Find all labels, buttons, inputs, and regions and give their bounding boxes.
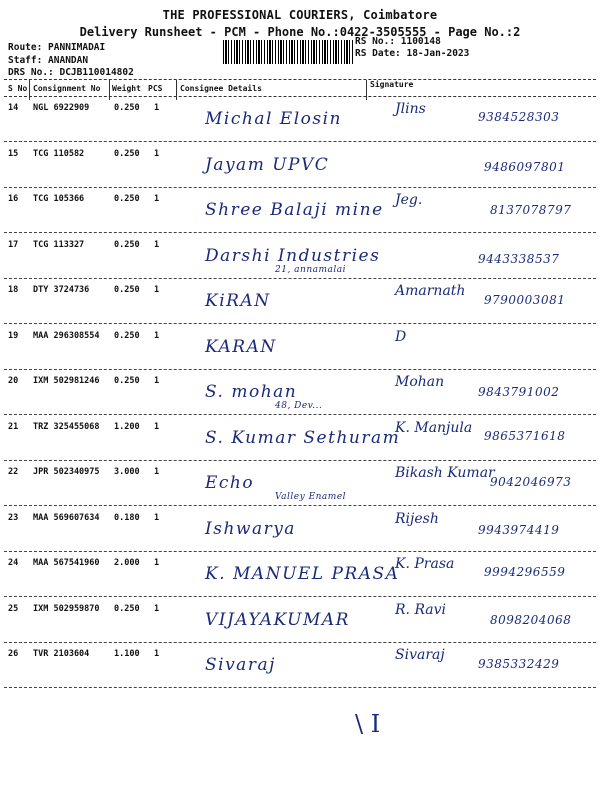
consignment-number: IXM 502959870 [33, 603, 100, 614]
recipient-signature: Sivaraj [395, 647, 445, 663]
recipient-signature: Jlins [395, 101, 426, 117]
col-header-signature: Signature [370, 80, 414, 89]
consignment-number: MAA 569607634 [33, 512, 100, 523]
col-header-sno: S No [8, 84, 28, 93]
recipient-phone: 8137078797 [490, 203, 572, 217]
consignment-number: IXM 502981246 [33, 376, 100, 386]
consignee-handwritten-note: 48, Dev... [275, 401, 323, 411]
table-row [0, 598, 600, 643]
recipient-phone: 9486097801 [484, 159, 566, 174]
recipient-signature: Bikash Kumar [395, 465, 495, 481]
consignee-handwritten-name: Darshi Industries [205, 245, 381, 266]
serial-number: 20 [8, 376, 19, 386]
serial-number: 21 [8, 421, 19, 432]
pieces-count: 1 [154, 239, 160, 250]
weight-value: 0.250 [114, 194, 140, 204]
table-row [0, 279, 600, 324]
serial-number: 26 [8, 649, 19, 659]
weight-value: 0.180 [114, 512, 140, 523]
consignment-number: TCG 110582 [33, 148, 85, 159]
pieces-count: 1 [154, 285, 160, 295]
serial-number: 14 [8, 103, 19, 113]
serial-number: 24 [8, 558, 19, 568]
weight-value: 0.250 [114, 148, 140, 159]
serial-number: 22 [8, 467, 19, 477]
consignee-handwritten-name: Echo [205, 473, 255, 493]
consignment-number: TVR 2103604 [33, 649, 90, 659]
consignee-handwritten-name: Michal Elosin [205, 109, 342, 129]
consignee-handwritten-name: K. MANUEL PRASA [205, 564, 400, 584]
recipient-signature: K. Prasa [395, 556, 455, 572]
weight-value: 0.250 [114, 330, 140, 341]
consignee-handwritten-note: 21, annamalai [275, 264, 347, 275]
recipient-phone: 9843791002 [478, 385, 560, 399]
recipient-phone: 9865371618 [484, 428, 566, 443]
pieces-count: 1 [154, 649, 160, 659]
recipient-phone: 9943974419 [478, 522, 560, 537]
pieces-count: 1 [154, 512, 160, 523]
consignee-handwritten-name: S. mohan [205, 382, 298, 402]
weight-value: 0.250 [114, 239, 140, 250]
drs-label: DRS No.: DCJB110014802 [8, 67, 134, 78]
recipient-phone: 9385332429 [478, 657, 560, 671]
header-top-rule [4, 79, 596, 80]
serial-number: 16 [8, 194, 19, 204]
consignee-handwritten-name: VIJAYAKUMAR [205, 609, 350, 630]
col-header-consignee: Consignee Details [180, 84, 262, 93]
pieces-count: 1 [154, 467, 160, 477]
pieces-count: 1 [154, 603, 160, 614]
table-row [0, 416, 600, 461]
consignment-number: NGL 6922909 [33, 103, 90, 113]
consignee-handwritten-name: Sivaraj [205, 655, 276, 675]
table-row [0, 461, 600, 506]
consignee-handwritten-name: Shree Balaji mine [205, 200, 384, 220]
consignment-number: MAA 296308554 [33, 330, 100, 341]
recipient-phone: 9790003081 [484, 293, 566, 307]
pieces-count: 1 [154, 558, 160, 568]
barcode [223, 40, 353, 64]
serial-number: 17 [8, 239, 19, 250]
pieces-count: 1 [154, 421, 160, 432]
serial-number: 23 [8, 512, 19, 523]
recipient-phone: 9443338537 [478, 251, 560, 266]
recipient-phone: 9384528303 [478, 110, 560, 124]
consignment-number: TRZ 325455068 [33, 421, 100, 432]
consignee-handwritten-name: KARAN [205, 336, 277, 357]
recipient-signature: Rijesh [395, 510, 439, 527]
recipient-signature: Jeg. [395, 192, 423, 208]
col-header-weight: Weight [112, 84, 141, 93]
pieces-count: 1 [154, 376, 160, 386]
consignee-handwritten-note: Valley Enamel [275, 492, 347, 502]
table-row [0, 643, 600, 688]
consignee-handwritten-name: Ishwarya [205, 518, 296, 539]
rs-number: RS No.: 1100148 [355, 36, 441, 47]
company-title: THE PROFESSIONAL COURIERS, Coimbatore [162, 8, 438, 22]
recipient-phone: 9042046973 [490, 475, 572, 489]
runsheet-title: Delivery Runsheet - PCM - Phone No.:0422-3505555 - Page No.:2 [79, 25, 521, 39]
consignment-number: MAA 567541960 [33, 558, 100, 568]
consignee-handwritten-name: KiRAN [205, 291, 271, 311]
recipient-phone: 9994296559 [484, 565, 566, 579]
recipient-signature: Mohan [395, 374, 445, 390]
consignment-number: JPR 502340975 [33, 467, 100, 477]
consignment-number: TCG 113327 [33, 239, 85, 250]
col-header-consignment: Consignment No [33, 84, 101, 93]
consignment-number: DTY 3724736 [33, 285, 90, 295]
table-row [0, 188, 600, 233]
weight-value: 3.000 [114, 467, 140, 477]
recipient-signature: R. Ravi [395, 601, 447, 618]
pieces-count: 1 [154, 194, 160, 204]
route-label: Route: PANNIMADAI [8, 42, 106, 53]
table-row [0, 97, 600, 142]
table-row [0, 325, 600, 370]
weight-value: 1.200 [114, 421, 140, 432]
pieces-count: 1 [154, 330, 160, 341]
handwritten-mark: \ I [355, 710, 381, 738]
table-row [0, 143, 600, 188]
recipient-signature: D [395, 328, 407, 345]
consignee-handwritten-name: S. Kumar Sethuram [205, 427, 401, 448]
weight-value: 0.250 [114, 285, 140, 295]
consignee-handwritten-name: Jayam UPVC [205, 154, 330, 175]
weight-value: 2.000 [114, 558, 140, 568]
table-row [0, 552, 600, 597]
table-row [0, 234, 600, 279]
serial-number: 18 [8, 285, 19, 295]
table-row [0, 370, 600, 415]
weight-value: 1.100 [114, 649, 140, 659]
weight-value: 0.250 [114, 376, 140, 386]
recipient-signature: Amarnath [395, 283, 466, 299]
weight-value: 0.250 [114, 603, 140, 614]
table-row [0, 507, 600, 552]
consignment-number: TCG 105366 [33, 194, 85, 204]
serial-number: 15 [8, 148, 19, 159]
serial-number: 19 [8, 330, 19, 341]
weight-value: 0.250 [114, 103, 140, 113]
pieces-count: 1 [154, 103, 160, 113]
staff-label: Staff: ANANDAN [8, 55, 89, 66]
rs-date: RS Date: 18-Jan-2023 [355, 48, 470, 59]
col-header-pcs: PCS [148, 84, 163, 93]
serial-number: 25 [8, 603, 19, 614]
row-divider [4, 687, 596, 688]
recipient-phone: 8098204068 [490, 612, 572, 627]
pieces-count: 1 [154, 148, 160, 159]
recipient-signature: K. Manjula [395, 419, 473, 436]
